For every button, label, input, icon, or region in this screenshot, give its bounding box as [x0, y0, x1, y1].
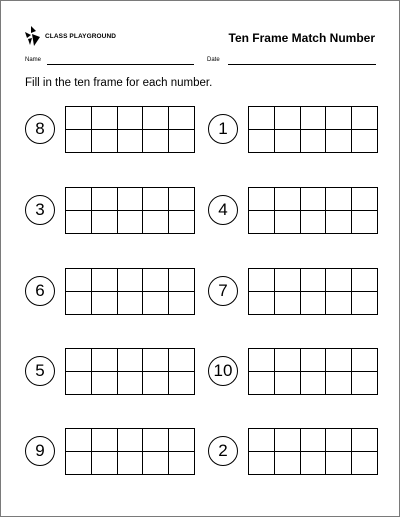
ten-frame-cell [249, 269, 275, 292]
ten-frame-cell [66, 107, 92, 130]
ten-frame-cell [143, 292, 169, 315]
problem-item [25, 187, 195, 237]
ten-frame-cell [249, 372, 275, 395]
ten-frame-cell [301, 107, 327, 130]
ten-frame-cell [92, 292, 118, 315]
problem-item [208, 187, 378, 237]
ten-frame-cell [118, 292, 144, 315]
ten-frame [248, 106, 378, 153]
ten-frame [65, 348, 195, 395]
ten-frame-cell [301, 211, 327, 234]
ten-frame-cell [275, 188, 301, 211]
ten-frame-cell [326, 130, 352, 153]
ten-frame-cell [143, 130, 169, 153]
ten-frame-cell [275, 211, 301, 234]
ten-frame-cell [301, 130, 327, 153]
brand-name: CLASS PLAYGROUND [45, 32, 117, 40]
brand-logo [25, 26, 116, 46]
problem-item [208, 348, 378, 398]
ten-frame-cell [275, 107, 301, 130]
ten-frame-cell [249, 429, 275, 452]
ten-frame-cell [92, 349, 118, 372]
ten-frame-cell [66, 349, 92, 372]
ten-frame-cell [118, 269, 144, 292]
worksheet-title: Ten Frame Match Number [228, 31, 375, 45]
ten-frame-cell [275, 429, 301, 452]
number-circle: 4 [208, 195, 238, 225]
ten-frame-cell [249, 349, 275, 372]
ten-frame-cell [352, 452, 378, 475]
ten-frame-cell [66, 211, 92, 234]
ten-frame-cell [169, 107, 195, 130]
ten-frame-cell [118, 372, 144, 395]
ten-frame [248, 348, 378, 395]
ten-frame-cell [352, 107, 378, 130]
ten-frame [248, 187, 378, 234]
number-circle: 2 [208, 436, 238, 466]
ten-frame-cell [66, 372, 92, 395]
ten-frame-cell [326, 372, 352, 395]
ten-frame-cell [118, 107, 144, 130]
problem-item [25, 348, 195, 398]
ten-frame-cell [66, 269, 92, 292]
date-label: Date [207, 57, 220, 63]
ten-frame-cell [301, 269, 327, 292]
ten-frame-cell [326, 452, 352, 475]
number-circle: 3 [25, 195, 55, 225]
ten-frame-cell [66, 452, 92, 475]
ten-frame-cell [275, 372, 301, 395]
problem-item [25, 268, 195, 318]
ten-frame-cell [352, 349, 378, 372]
number-circle: 6 [25, 276, 55, 306]
ten-frame-cell [143, 349, 169, 372]
ten-frame-cell [352, 269, 378, 292]
ten-frame-cell [249, 188, 275, 211]
ten-frame-cell [169, 269, 195, 292]
ten-frame [248, 428, 378, 475]
ten-frame-cell [275, 130, 301, 153]
ten-frame-cell [352, 211, 378, 234]
number-circle: 8 [25, 114, 55, 144]
ten-frame-cell [275, 269, 301, 292]
ten-frame-cell [143, 372, 169, 395]
problem-item [25, 428, 195, 478]
name-line [47, 64, 194, 65]
ten-frame-cell [301, 349, 327, 372]
problem-item [208, 268, 378, 318]
number-circle: 10 [208, 356, 238, 386]
ten-frame-cell [352, 130, 378, 153]
ten-frame-cell [249, 292, 275, 315]
ten-frame-cell [143, 269, 169, 292]
ten-frame-cell [326, 349, 352, 372]
ten-frame-cell [66, 292, 92, 315]
ten-frame-cell [352, 188, 378, 211]
ten-frame-cell [143, 107, 169, 130]
number-circle: 9 [25, 436, 55, 466]
ten-frame-cell [143, 429, 169, 452]
ten-frame-cell [326, 211, 352, 234]
ten-frame-cell [92, 372, 118, 395]
ten-frame-cell [92, 130, 118, 153]
ten-frame-cell [118, 211, 144, 234]
instructions-text: Fill in the ten frame for each number. [25, 77, 213, 89]
ten-frame-cell [169, 452, 195, 475]
ten-frame-cell [169, 292, 195, 315]
ten-frame-cell [143, 211, 169, 234]
ten-frame-cell [249, 452, 275, 475]
ten-frame-cell [301, 429, 327, 452]
ten-frame-cell [169, 130, 195, 153]
problem-item [208, 106, 378, 156]
ten-frame-cell [143, 452, 169, 475]
number-circle: 7 [208, 276, 238, 306]
ten-frame-cell [249, 211, 275, 234]
ten-frame-cell [301, 372, 327, 395]
ten-frame-cell [92, 107, 118, 130]
ten-frame-cell [352, 429, 378, 452]
ten-frame-cell [66, 188, 92, 211]
ten-frame-cell [275, 292, 301, 315]
number-circle: 5 [25, 356, 55, 386]
ten-frame [65, 428, 195, 475]
ten-frame-cell [92, 211, 118, 234]
ten-frame-cell [301, 292, 327, 315]
ten-frame-cell [169, 349, 195, 372]
ten-frame [65, 187, 195, 234]
ten-frame-cell [92, 452, 118, 475]
ten-frame-cell [92, 188, 118, 211]
problem-item [25, 106, 195, 156]
ten-frame-cell [352, 372, 378, 395]
ten-frame-cell [326, 292, 352, 315]
ten-frame-cell [326, 107, 352, 130]
ten-frame-cell [169, 429, 195, 452]
ten-frame-cell [118, 452, 144, 475]
problem-item [208, 428, 378, 478]
ten-frame-cell [326, 188, 352, 211]
ten-frame-cell [169, 188, 195, 211]
ten-frame-cell [169, 372, 195, 395]
ten-frame-cell [66, 130, 92, 153]
ten-frame-cell [275, 349, 301, 372]
ten-frame-cell [326, 269, 352, 292]
ten-frame-cell [143, 188, 169, 211]
ten-frame-cell [118, 429, 144, 452]
ten-frame-cell [326, 429, 352, 452]
ten-frame-cell [118, 188, 144, 211]
ten-frame-cell [249, 107, 275, 130]
name-label: Name [25, 57, 42, 63]
ten-frame-cell [249, 130, 275, 153]
ten-frame [65, 106, 195, 153]
ten-frame-cell [66, 429, 92, 452]
ten-frame [65, 268, 195, 315]
ten-frame [248, 268, 378, 315]
ten-frame-cell [275, 452, 301, 475]
ten-frame-cell [352, 292, 378, 315]
date-line [228, 64, 376, 65]
ten-frame-cell [92, 269, 118, 292]
ten-frame-cell [118, 130, 144, 153]
ten-frame-cell [118, 349, 144, 372]
number-circle: 1 [208, 114, 238, 144]
ten-frame-cell [301, 452, 327, 475]
ten-frame-cell [92, 429, 118, 452]
logo-icon [25, 26, 41, 46]
ten-frame-cell [301, 188, 327, 211]
ten-frame-cell [169, 211, 195, 234]
